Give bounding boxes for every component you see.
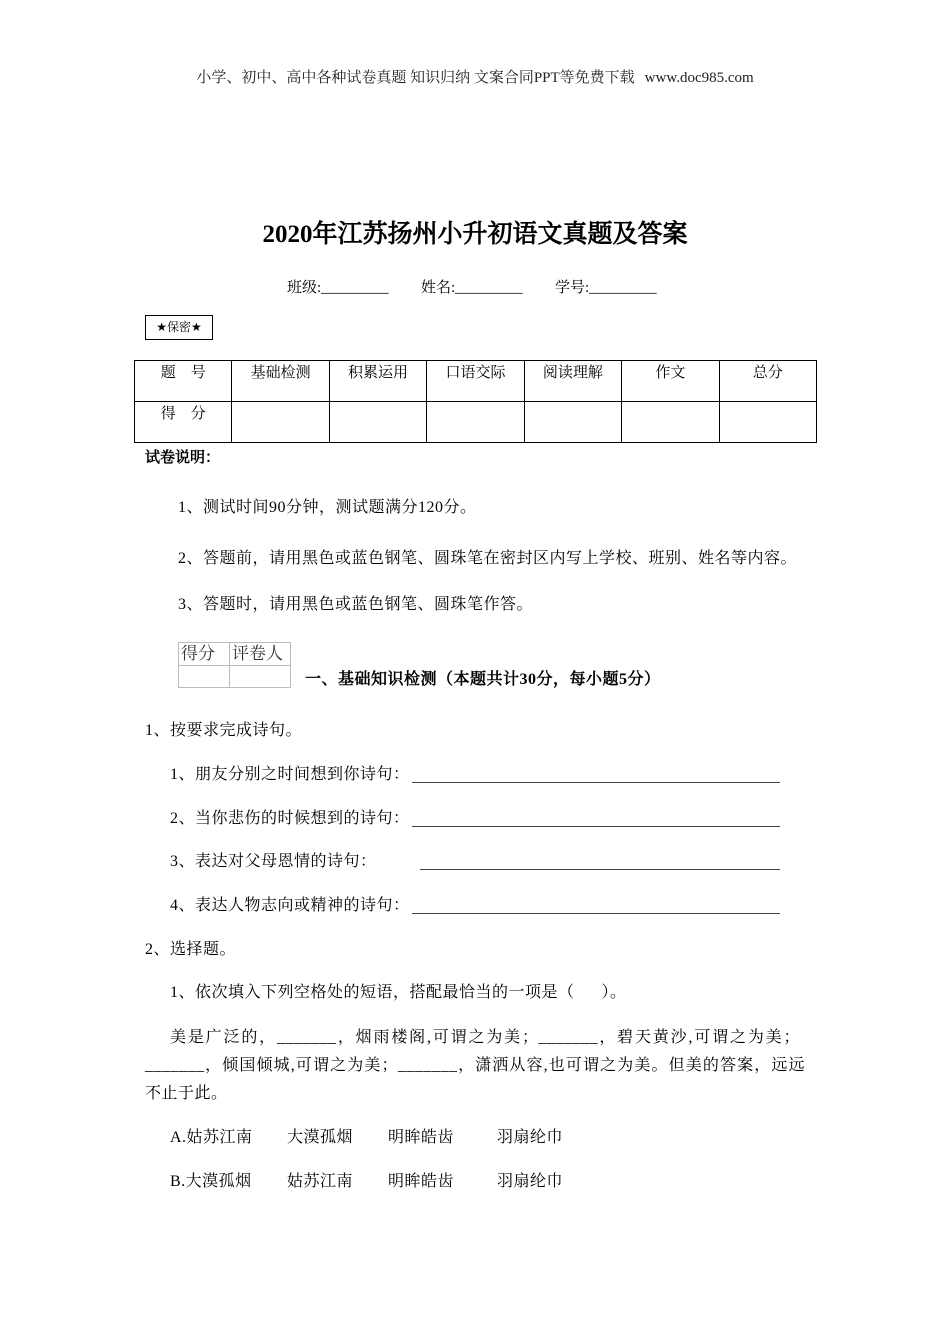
- grader-box: [178, 642, 291, 688]
- confidential-badge: ★保密★: [145, 315, 213, 340]
- header-site: www.doc985.com: [644, 70, 754, 86]
- poem-item: 2、当你悲伤的时候想到的诗句：: [170, 810, 410, 827]
- option-a-item: 明眸皓齿: [388, 1129, 455, 1146]
- passage-line: 美是广泛的，_______，烟雨楼阁,可谓之为美；_______，碧天黄沙,可谓之为美；: [170, 1029, 800, 1046]
- answer-blank-line: [412, 913, 780, 914]
- option-a-item: 羽扇纶巾: [497, 1129, 564, 1146]
- score-cell: [232, 402, 329, 443]
- option-b-item: 姑苏江南: [287, 1173, 354, 1190]
- score-table-score-row: [135, 402, 817, 443]
- passage-line: 不止于此。: [145, 1085, 228, 1102]
- answer-blank-line: [412, 782, 780, 783]
- question-prompt: 1、按要求完成诗句。: [145, 722, 303, 739]
- score-cell: [622, 402, 719, 443]
- option-b-item: B.大漠孤烟: [170, 1173, 252, 1190]
- name-field: 姓名:_________: [421, 280, 523, 296]
- passage-line: _______，倾国倾城,可谓之为美；_______，潇洒从容,也可谓之为美。但美的答案，远远: [145, 1057, 805, 1074]
- class-field: 班级:_________: [287, 280, 389, 296]
- score-table-header: 作文: [622, 361, 719, 402]
- grader-box-grader-cell: [230, 666, 291, 688]
- answer-blank-line: [412, 826, 780, 827]
- score-table-header: 题 号: [135, 361, 232, 402]
- instruction-item: 3、答题时，请用黑色或蓝色钢笔、圆珠笔作答。: [178, 596, 534, 613]
- poem-item: 1、朋友分别之时间想到你诗句：: [170, 766, 410, 783]
- score-cell: [524, 402, 621, 443]
- section-heading: 一、基础知识检测（本题共计30分，每小题5分）: [305, 671, 661, 688]
- score-table-header: 积累运用: [329, 361, 426, 402]
- header-text: 小学、初中、高中各种试卷真题 知识归纳 文案合同PPT等免费下载: [196, 70, 635, 86]
- answer-blank-line: [420, 869, 780, 870]
- option-a-item: 大漠孤烟: [287, 1129, 354, 1146]
- poem-item: 3、表达对父母恩情的诗句：: [170, 853, 377, 870]
- score-table-header-row: [135, 361, 817, 402]
- score-table-header: 基础检测: [232, 361, 329, 402]
- score-table: [134, 360, 817, 443]
- option-b-item: 明眸皓齿: [388, 1173, 455, 1190]
- instructions-heading: 试卷说明：: [145, 450, 221, 466]
- option-a-item: A.姑苏江南: [170, 1129, 253, 1146]
- score-table-header: 总分: [719, 361, 816, 402]
- score-row-label: 得 分: [135, 402, 232, 443]
- choice-question-stem: 1、依次填入下列空格处的短语，搭配最恰当的一项是（ ）。: [170, 984, 627, 1001]
- instruction-item: 2、答题前，请用黑色或蓝色钢笔、圆珠笔在密封区内写上学校、班别、姓名等内容。: [178, 550, 798, 567]
- grader-box-score-cell: [179, 666, 230, 688]
- score-cell: [719, 402, 816, 443]
- grader-box-score-label: 得分: [179, 643, 230, 666]
- option-b-item: 羽扇纶巾: [497, 1173, 564, 1190]
- question-prompt: 2、选择题。: [145, 941, 237, 958]
- student-number-field: 学号:_________: [555, 280, 657, 296]
- page-header: [0, 68, 950, 88]
- page-title: 2020年江苏扬州小升初语文真题及答案: [262, 221, 688, 248]
- poem-item: 4、表达人物志向或精神的诗句：: [170, 897, 410, 914]
- grader-box-grader-label: 评卷人: [230, 643, 291, 666]
- score-cell: [427, 402, 524, 443]
- score-cell: [329, 402, 426, 443]
- score-table-header: 阅读理解: [524, 361, 621, 402]
- instruction-item: 1、测试时间90分钟，测试题满分120分。: [178, 499, 477, 516]
- score-table-header: 口语交际: [427, 361, 524, 402]
